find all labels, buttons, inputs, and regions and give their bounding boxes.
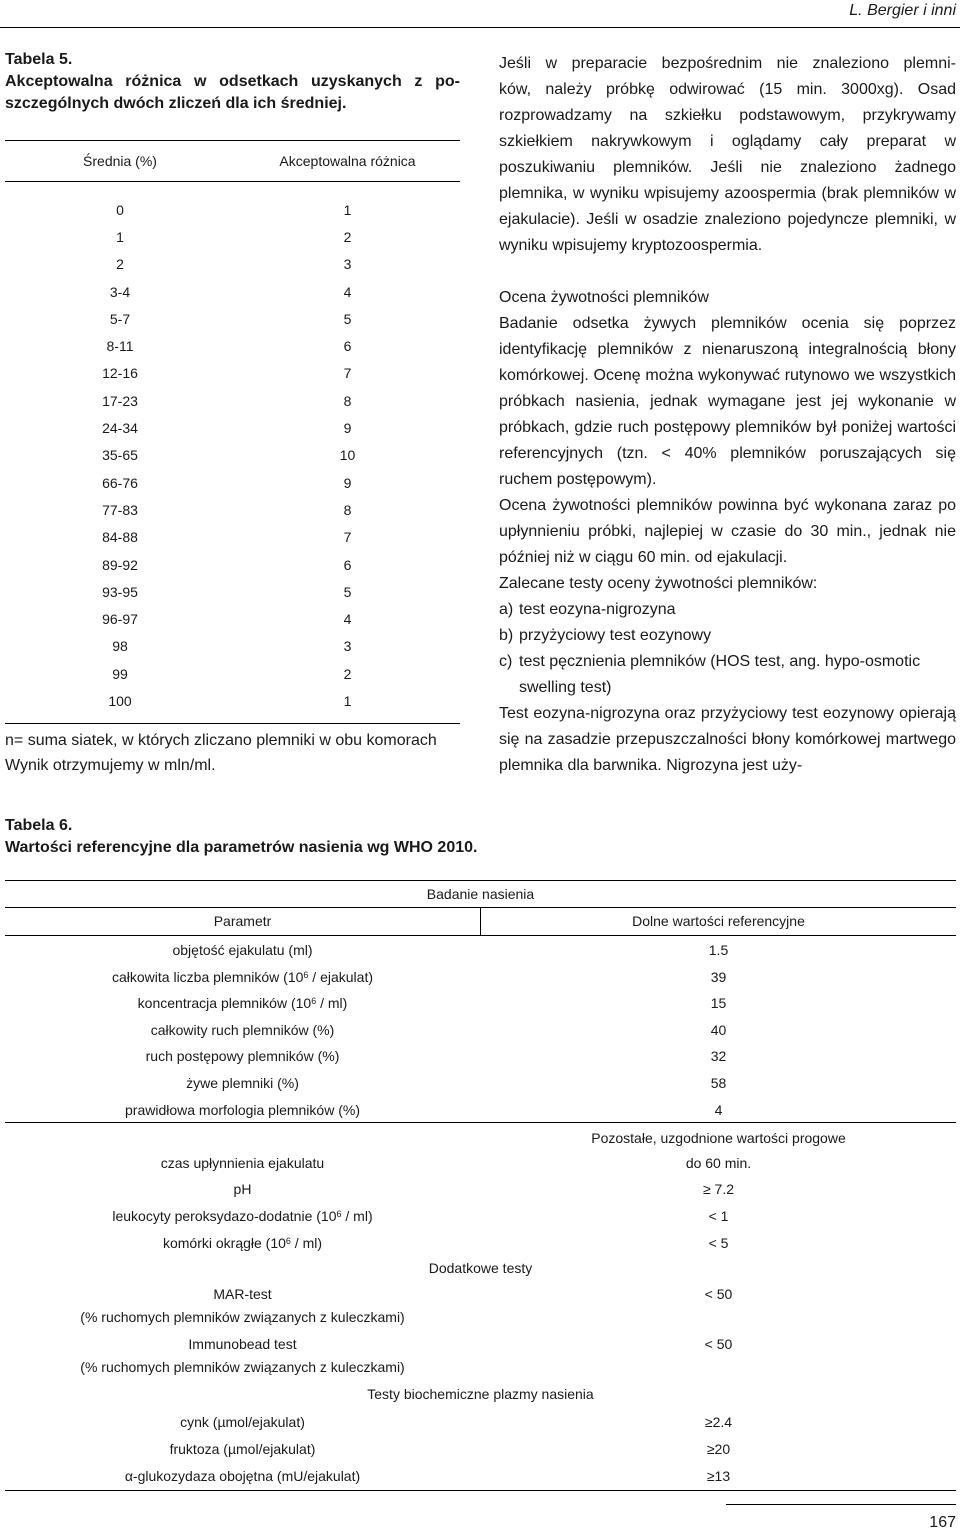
table5-cell-diff: 9	[343, 474, 352, 491]
table5-cell-diff: 2	[343, 665, 352, 682]
param-text: całkowity ruch plemników (%)	[150, 1021, 335, 1038]
table6-cell-param	[5, 1233, 480, 1253]
table6-cell-param	[5, 1206, 480, 1226]
footer-rule	[726, 1504, 956, 1505]
table6-cell-value: < 1	[708, 1208, 729, 1224]
paragraph-eosin-nigrosin: Test eozyna-nigrozyna oraz przyżyciowy test eozynowy opierają się na zasadzie przepuszczalności błony komórkowej martwego plemnika dla barwnika. Nigrozyna jest uży-	[499, 705, 956, 774]
table6-cell-param	[5, 1153, 480, 1173]
param-unit: / ml)	[316, 995, 348, 1012]
table5-caption-title-line2: szczególnych dwóch zliczeń dla ich średniej.	[5, 95, 347, 112]
param-unit: / ml)	[290, 1234, 323, 1251]
paragraph-tests-intro: Zalecane testy oceny żywotności plemników:	[499, 575, 818, 592]
table-row	[5, 605, 460, 632]
table6-cell-value: 32	[710, 1048, 727, 1065]
table6-cell-value: ≥ 7.2	[702, 1181, 735, 1198]
table5-cell-diff: 8	[343, 392, 352, 409]
table-row	[5, 496, 460, 523]
table5-cell-mean: 17-23	[102, 392, 138, 409]
running-header-author: L. Bergier i inni	[849, 2, 956, 19]
table6-col-param: Parametr	[213, 913, 272, 929]
table5-cell-mean: 84-88	[102, 529, 138, 546]
table5-caption	[5, 49, 460, 115]
table6-cell-param: Immunobead test	[188, 1335, 297, 1352]
table6-cell-value: 40	[710, 1021, 727, 1038]
table5-cell-diff: 10	[339, 447, 356, 464]
list-item	[499, 597, 956, 623]
list-item-label: a)	[499, 601, 514, 618]
table6-cell-value: 1.5	[708, 942, 729, 958]
table5-cell-diff: 7	[343, 365, 352, 382]
list-item	[499, 649, 956, 701]
table6-cell-value: < 50	[704, 1335, 733, 1352]
table6-cell-param	[5, 993, 480, 1013]
table-row	[5, 387, 460, 414]
table-row	[5, 524, 460, 551]
table6-cell-param	[5, 967, 480, 987]
table6-cell-value: ≥13	[706, 1467, 731, 1484]
table-row	[5, 196, 460, 223]
table6-cell-param-desc: (% ruchomych plemników związanych z kuleczkami)	[80, 1308, 405, 1325]
table-row	[5, 360, 460, 387]
table5-cell-diff: 5	[343, 583, 352, 600]
param-text: koncentracja plemników (10	[137, 995, 312, 1012]
param-unit: / ml)	[341, 1208, 373, 1224]
list-item-label: c)	[499, 653, 513, 670]
table6-cell-param	[5, 1179, 480, 1199]
table5	[5, 140, 460, 724]
table6-cell-param	[5, 1020, 480, 1040]
table6-cell-param	[5, 1046, 480, 1066]
list-item	[499, 623, 956, 649]
table6-cell-param: α-glukozydaza obojętna (mU/ejakulat)	[124, 1467, 361, 1484]
param-text: całkowita liczba plemników (10	[111, 968, 304, 985]
table-row	[5, 551, 460, 578]
table5-cell-mean: 77-83	[102, 501, 138, 518]
table6-cell-param: cynk (µmol/ejakulat)	[180, 1414, 305, 1431]
page-number: 167	[929, 1514, 956, 1531]
table5-note-unit: Wynik otrzymujemy w mln/ml.	[5, 757, 216, 774]
table6-cell-value: 58	[710, 1075, 727, 1091]
table-row	[5, 305, 460, 332]
param-exponent: 6	[303, 969, 309, 980]
table5-cell-diff: 3	[343, 256, 352, 273]
param-exponent: 6	[311, 996, 317, 1007]
table-row	[5, 469, 460, 496]
table5-cell-mean: 98	[112, 638, 128, 655]
table5-cell-mean: 89-92	[102, 556, 138, 573]
table6-cell-param	[5, 940, 480, 960]
table-row	[5, 687, 460, 714]
table6-cell-param: fruktoza (µmol/ejakulat)	[169, 1441, 316, 1457]
table-row	[5, 442, 460, 469]
table5-col-diff: Akceptowalna różnica	[279, 153, 416, 169]
paragraph-centrifuge: ków, należy próbkę odwirować (15 min. 3000xg). Osad rozprowadzamy na szkiełku podstawowym, przykrywamy szkiełkiem nakrywkowym i oglądamy cały preparat w poszukiwaniu plemników. Jeśli nie znaleziono żadnego plemnika, w wyniku wpisujemy azoospermia (brak plemników w ejakulacie). Jeśli w osadzie znaleziono pojedyncze plemniki, w wyniku wpisujemy kryptozoospermia.	[499, 81, 956, 254]
table-row	[5, 278, 460, 305]
table5-cell-mean: 99	[112, 665, 128, 682]
table5-cell-diff: 4	[343, 611, 352, 628]
table5-cell-mean: 24-34	[102, 420, 138, 437]
table6-caption-label: Tabela 6.	[5, 817, 73, 834]
table6-top-rule	[5, 880, 956, 881]
table6-cell-param	[5, 1073, 480, 1093]
table6-cell-value: do 60 min.	[685, 1154, 752, 1171]
paragraph-timing: Ocena żywotności plemników powinna być wykonana zaraz po upłynnieniu próbki, najlepiej w czasie do 30 min., jednak nie później niż w ciągu 60 min. od ejakulacji.	[499, 497, 956, 566]
param-text: żywe plemniki (%)	[186, 1075, 299, 1091]
table6-cell-param-desc: (% ruchomych plemników związanych z kuleczkami)	[80, 1358, 405, 1375]
table5-cell-mean: 66-76	[102, 474, 138, 491]
table-row	[5, 223, 460, 250]
table5-caption-label: Tabela 5.	[5, 51, 73, 68]
table6-section-main: Badanie nasienia	[426, 886, 535, 902]
table6-cell-value: ≥2.4	[704, 1414, 733, 1431]
table5-cell-diff: 8	[343, 501, 352, 518]
table5-cell-mean: 93-95	[102, 583, 138, 600]
param-exponent: 6	[336, 1209, 342, 1219]
table5-cell-mean: 96-97	[102, 611, 138, 628]
list-item-text: test pęcznienia plemników (HOS test, ang. hypo-osmotic swelling test)	[519, 653, 921, 696]
param-text: ruch postępowy plemników (%)	[145, 1048, 340, 1065]
table6-rule	[5, 1490, 956, 1491]
table5-cell-mean: 2	[116, 256, 124, 273]
table5-body	[5, 182, 460, 723]
param-text: pH	[233, 1181, 252, 1198]
table-row	[5, 332, 460, 359]
param-text: objętość ejakulatu (ml)	[172, 942, 313, 958]
table5-cell-diff: 5	[343, 310, 352, 327]
table6-cell-value: < 50	[704, 1285, 733, 1302]
table5-caption-title-line1: Akceptowalna różnica w odsetkach uzyskanych z po-	[5, 73, 460, 90]
param-unit: / ejakulat)	[308, 968, 374, 985]
paragraph-first-line: Jeśli w preparacie bezpośrednim nie znaleziono plemni-	[499, 55, 956, 72]
table5-cell-mean: 3-4	[109, 283, 131, 300]
table6-section-other: Pozostałe, uzgodnione wartości progowe	[591, 1130, 846, 1147]
table6-cell-value: < 5	[708, 1234, 729, 1251]
table6-cell-param	[5, 1100, 480, 1120]
param-text: prawidłowa morfologia plemników (%)	[125, 1101, 360, 1118]
table6-caption-title: Wartości referencyjne dla parametrów nasienia wg WHO 2010.	[5, 839, 478, 856]
list-item-text: przyżyciowy test eozynowy	[519, 627, 712, 644]
table5-col-mean: Średnia (%)	[83, 153, 157, 169]
table6-cell-value: ≥20	[706, 1441, 731, 1457]
table6-rule	[5, 935, 956, 936]
table-row	[5, 414, 460, 441]
paragraph-gap	[499, 259, 956, 285]
table5-cell-mean: 5-7	[109, 310, 131, 327]
paragraph-viability: Badanie odsetka żywych plemników ocenia się poprzez identyfikację plemników z nienaruszoną integralnością błony komórkowej. Ocenę można wykonywać rutynowo we wszystkich próbkach nasienia, jednak wymagane jest jej wykonanie w próbkach, gdzie ruch postępowy plemników był poniżej wartości referencyjnych (tzn. < 40% plemników poruszających się ruchem postępowym).	[499, 315, 956, 488]
table5-note-n: n= suma siatek, w których zliczano plemniki w obu komorach	[5, 732, 437, 749]
table5-cell-diff: 9	[343, 420, 352, 437]
list-item-label: b)	[499, 627, 514, 644]
right-column-text	[499, 51, 956, 779]
table5-cell-diff: 6	[343, 338, 352, 355]
header-rule	[0, 27, 960, 28]
table5-cell-diff: 6	[343, 556, 352, 573]
table-row	[5, 633, 460, 660]
table5-cell-diff: 2	[343, 228, 352, 245]
table5-cell-diff: 3	[343, 638, 352, 655]
table5-cell-mean: 1	[116, 228, 124, 245]
param-text: komórki okrągłe (10	[162, 1234, 286, 1251]
table6-cell-value: 39	[710, 968, 727, 985]
param-text: czas upłynnienia ejakulatu	[160, 1154, 325, 1171]
table5-cell-mean: 12-16	[102, 365, 138, 382]
table6-section-extra: Dodatkowe testy	[428, 1260, 533, 1277]
table6-cell-param: MAR-test	[213, 1285, 272, 1302]
param-exponent: 6	[285, 1235, 291, 1246]
table5-cell-mean: 35-65	[102, 447, 138, 464]
section-heading-viability: Ocena żywotności plemników	[499, 289, 709, 306]
table5-cell-mean: 100	[108, 692, 132, 709]
table6-rule	[5, 1122, 956, 1123]
table5-cell-mean: 0	[116, 201, 124, 218]
table6-section-bio: Testy biochemiczne plazmy nasienia	[367, 1385, 594, 1402]
table-row	[5, 251, 460, 278]
param-text: leukocyty peroksydazo-dodatnie (10	[112, 1208, 337, 1224]
table5-notes	[5, 728, 475, 778]
table6-col-ref: Dolne wartości referencyjne	[632, 913, 805, 929]
table-row	[5, 660, 460, 687]
table5-cell-diff: 7	[343, 529, 352, 546]
table5-cell-diff: 4	[343, 283, 352, 300]
table5-cell-mean: 8-11	[106, 338, 134, 355]
table6-caption	[5, 815, 605, 859]
table5-cell-diff: 1	[343, 201, 352, 218]
table5-header-row	[5, 141, 460, 182]
table6-cell-value: 15	[710, 995, 727, 1012]
list-item-text: test eozyna-nigrozyna	[519, 601, 676, 618]
table-row	[5, 578, 460, 605]
table5-cell-diff: 1	[343, 692, 352, 709]
table6-cell-value: 4	[714, 1101, 723, 1118]
